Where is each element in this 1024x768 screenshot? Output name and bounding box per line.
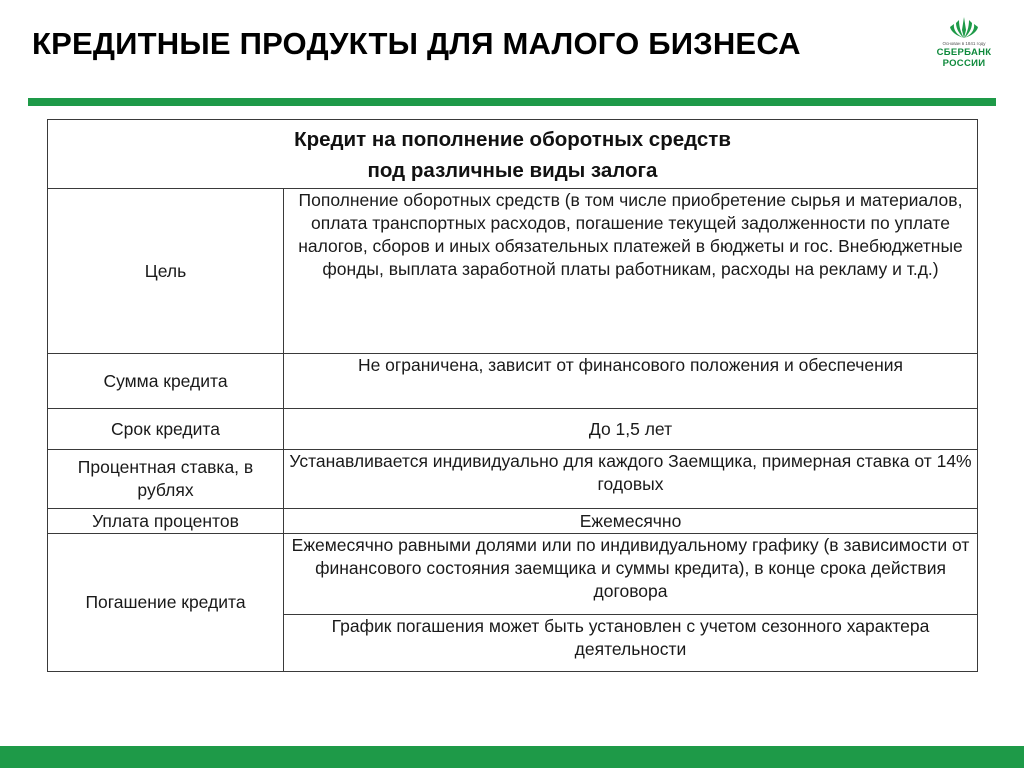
logo-tagline: Основан в 1841 году: [942, 41, 986, 46]
slide-title: КРЕДИТНЫЕ ПРОДУКТЫ ДЛЯ МАЛОГО БИЗНЕСА: [32, 26, 801, 61]
table-row: [48, 534, 978, 615]
credit-product-table: [47, 119, 978, 672]
interest-payment-label: Уплата процентов: [48, 509, 284, 534]
table-heading-line2: под различные виды залога: [367, 159, 658, 182]
repayment-value-1: Ежемесячно равными долями или по индивидуальному графику (в зависимости от финансового состояния заемщика и суммы кредита), в конце срока действия договора: [284, 534, 978, 615]
header-divider-bar: [28, 98, 996, 106]
table-row: [48, 409, 978, 450]
sberbank-emblem-icon: [946, 14, 982, 40]
purpose-label: Цель: [48, 189, 284, 354]
term-label: Срок кредита: [48, 409, 284, 450]
sberbank-logo: [930, 14, 998, 84]
purpose-value: Пополнение оборотных средств (в том числе приобретение сырья и материалов, оплата транспортных расходов, погашение текущей задолженности по уплате налогов, сборов и иных обязательных платежей в бюджеты и гос. Внебюджетные фонды, выплата заработной платы работникам, расходы на рекламу и т.д.): [284, 189, 978, 354]
logo-name-line2: РОССИИ: [942, 58, 986, 69]
interest-payment-value: Ежемесячно: [284, 509, 978, 534]
rate-label: Процентная ставка, в рублях: [48, 450, 284, 509]
amount-value: Не ограничена, зависит от финансового положения и обеспечения: [284, 354, 978, 409]
table-heading-line1: Кредит на пополнение оборотных средств: [294, 128, 731, 151]
table-row: [48, 450, 978, 509]
table-header-row: [48, 120, 978, 189]
logo-name-line1: СБЕРБАНК: [936, 47, 992, 58]
repayment-label: Погашение кредита: [48, 534, 284, 672]
rate-value: Устанавливается индивидуально для каждого Заемщика, примерная ставка от 14% годовых: [284, 450, 978, 509]
term-value: До 1,5 лет: [284, 409, 978, 450]
table-heading: [48, 120, 978, 189]
footer-bar: [0, 746, 1024, 768]
amount-label: Сумма кредита: [48, 354, 284, 409]
table-row: [48, 189, 978, 354]
table-row: [48, 354, 978, 409]
table-row: [48, 509, 978, 534]
repayment-value-2: График погашения может быть установлен с учетом сезонного характера деятельности: [284, 615, 978, 672]
